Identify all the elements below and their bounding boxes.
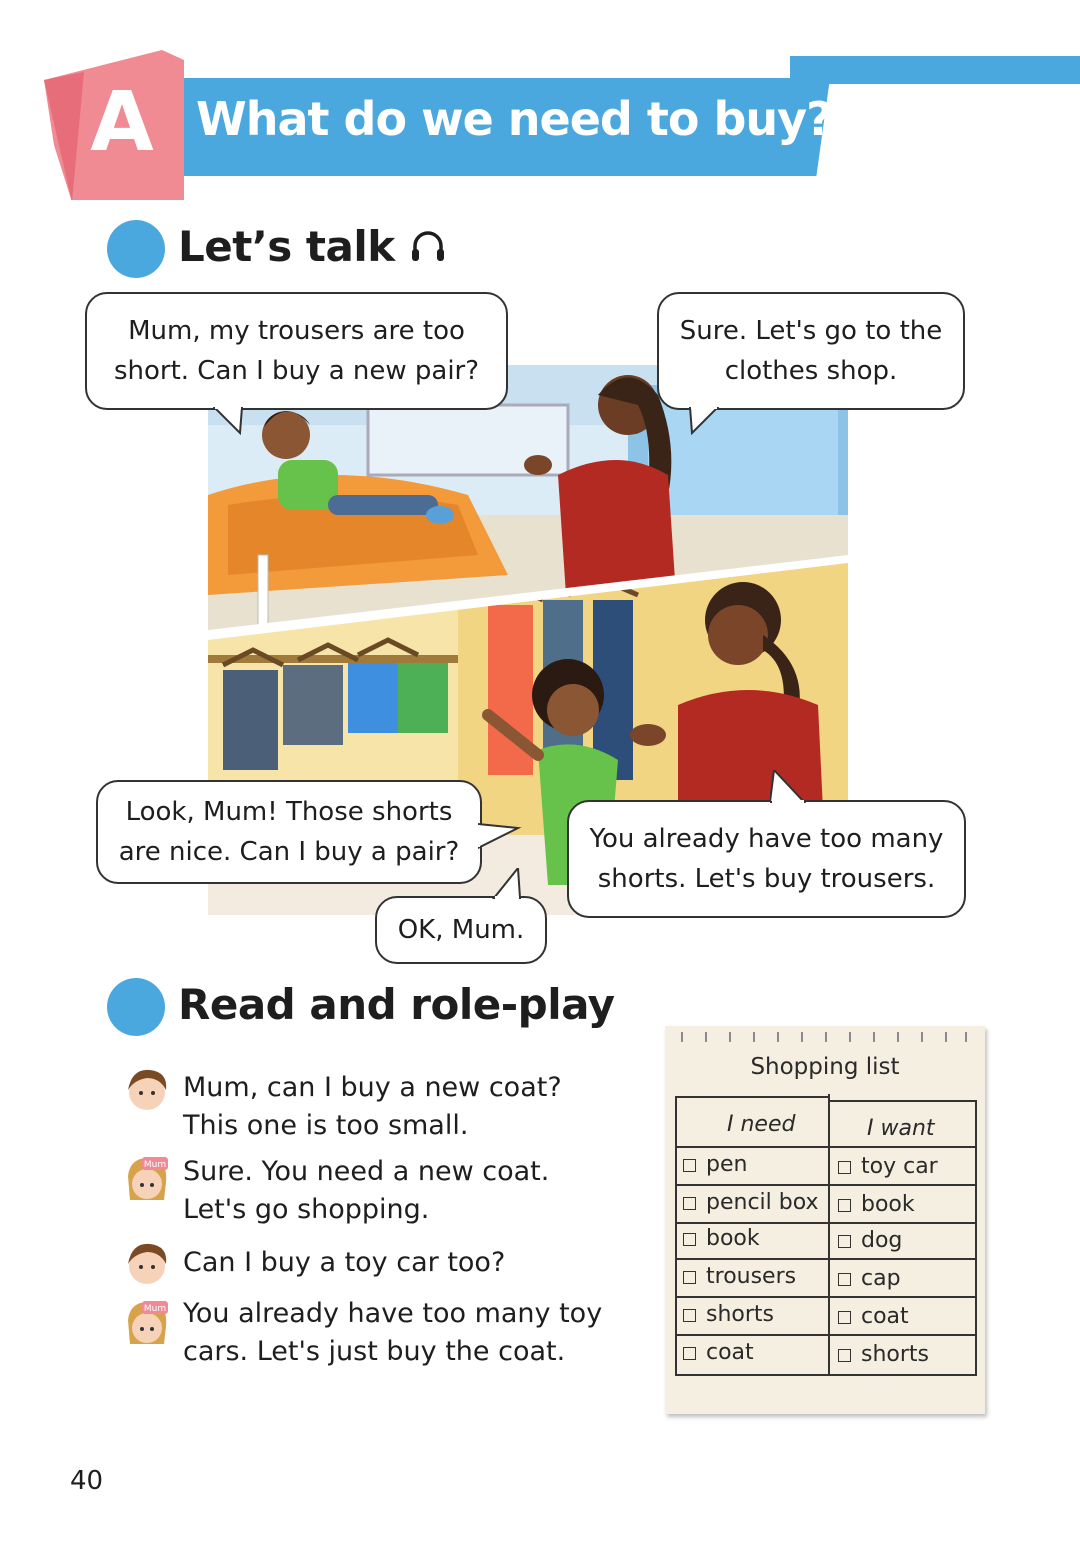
bubble-tail	[212, 407, 246, 435]
list-item-label: shorts	[861, 1342, 929, 1367]
list-item[interactable]	[683, 1264, 796, 1289]
mum-tag: Mum	[143, 1160, 167, 1170]
checkbox-icon[interactable]	[838, 1235, 851, 1248]
list-item[interactable]	[838, 1342, 929, 1367]
unit-letter: A	[90, 75, 154, 170]
checkbox-icon[interactable]	[683, 1309, 696, 1322]
speech-bubble-boy-2	[96, 780, 482, 884]
bubble-line: You already have too many	[589, 824, 944, 854]
lets-talk-label: Let’s talk	[178, 222, 395, 271]
bubble-tail	[770, 770, 810, 804]
headphones-icon[interactable]	[409, 227, 447, 265]
mum-tag: Mum	[143, 1304, 167, 1314]
list-item[interactable]	[683, 1190, 819, 1215]
col-header-want: I want	[867, 1116, 935, 1141]
checkbox-icon[interactable]	[838, 1311, 851, 1324]
list-item-label: cap	[861, 1266, 901, 1291]
bubble-line: shorts. Let's buy trousers.	[597, 864, 936, 894]
list-item-label: book	[706, 1226, 760, 1251]
dialogue-line: cars. Let's just buy the coat.	[183, 1336, 566, 1367]
list-item[interactable]	[838, 1304, 909, 1329]
list-item-label: shorts	[706, 1302, 774, 1327]
speech-bubble-mum-1	[657, 292, 965, 410]
boy-avatar	[124, 1240, 170, 1290]
list-item[interactable]	[683, 1302, 774, 1327]
list-item-label: coat	[861, 1304, 909, 1329]
dialogue-line: You already have too many toy	[183, 1298, 603, 1329]
list-item[interactable]	[683, 1152, 747, 1177]
checkbox-icon[interactable]	[838, 1161, 851, 1174]
bubble-line: OK, Mum.	[397, 915, 525, 945]
dialogue-line: Can I buy a toy car too?	[183, 1247, 506, 1278]
list-item-label: book	[861, 1192, 915, 1217]
list-item-label: coat	[706, 1340, 754, 1365]
checkbox-icon[interactable]	[683, 1271, 696, 1284]
dialogue-line: Sure. You need a new coat.	[183, 1156, 550, 1187]
lets-talk-heading	[178, 222, 447, 271]
checkbox-icon[interactable]	[683, 1347, 696, 1360]
list-item-label: toy car	[861, 1154, 938, 1179]
checkbox-icon[interactable]	[838, 1199, 851, 1212]
section-bullet	[107, 220, 165, 278]
page-number: 40	[70, 1466, 104, 1496]
shopping-list-note	[665, 1026, 985, 1414]
bubble-tail	[478, 822, 522, 852]
checkbox-icon[interactable]	[683, 1197, 696, 1210]
dialogue-line: Let's go shopping.	[183, 1194, 430, 1225]
bubble-tail	[492, 868, 526, 900]
bubble-line: Sure. Let's go to the	[679, 316, 943, 346]
mum-avatar	[124, 1156, 170, 1206]
shopping-list-title: Shopping list	[750, 1054, 900, 1080]
bubble-line: Look, Mum! Those shorts	[125, 797, 453, 827]
page-title: What do we need to buy?	[196, 92, 832, 146]
list-item-label: pencil box	[706, 1190, 819, 1215]
dialogue-line: This one is too small.	[183, 1110, 469, 1141]
section-bullet	[107, 978, 165, 1036]
list-item[interactable]	[838, 1228, 902, 1253]
mum-avatar	[124, 1300, 170, 1350]
speech-bubble-mum-2	[567, 800, 966, 918]
speech-bubble-boy-1	[85, 292, 508, 410]
list-item[interactable]	[683, 1226, 760, 1251]
list-item-label: pen	[706, 1152, 748, 1177]
bubble-line: short. Can I buy a new pair?	[113, 356, 480, 386]
boy-avatar	[124, 1066, 170, 1116]
dialogue-line: Mum, can I buy a new coat?	[183, 1072, 562, 1103]
bubble-line: clothes shop.	[724, 356, 898, 386]
list-item[interactable]	[683, 1340, 754, 1365]
list-item-label: dog	[861, 1228, 903, 1253]
bubble-line: are nice. Can I buy a pair?	[118, 837, 460, 867]
checkbox-icon[interactable]	[838, 1349, 851, 1362]
read-role-play-heading: Read and role-play	[178, 980, 615, 1029]
list-item[interactable]	[838, 1192, 915, 1217]
bubble-line: Mum, my trousers are too	[128, 316, 465, 346]
checkbox-icon[interactable]	[683, 1233, 696, 1246]
list-item[interactable]	[838, 1266, 901, 1291]
checkbox-icon[interactable]	[838, 1273, 851, 1286]
list-item[interactable]	[838, 1154, 938, 1179]
speech-bubble-boy-3	[375, 896, 547, 964]
col-header-need: I need	[727, 1112, 796, 1137]
list-item-label: trousers	[706, 1264, 797, 1289]
checkbox-icon[interactable]	[683, 1159, 696, 1172]
header-stripe	[790, 56, 1080, 84]
bubble-tail	[688, 407, 722, 435]
